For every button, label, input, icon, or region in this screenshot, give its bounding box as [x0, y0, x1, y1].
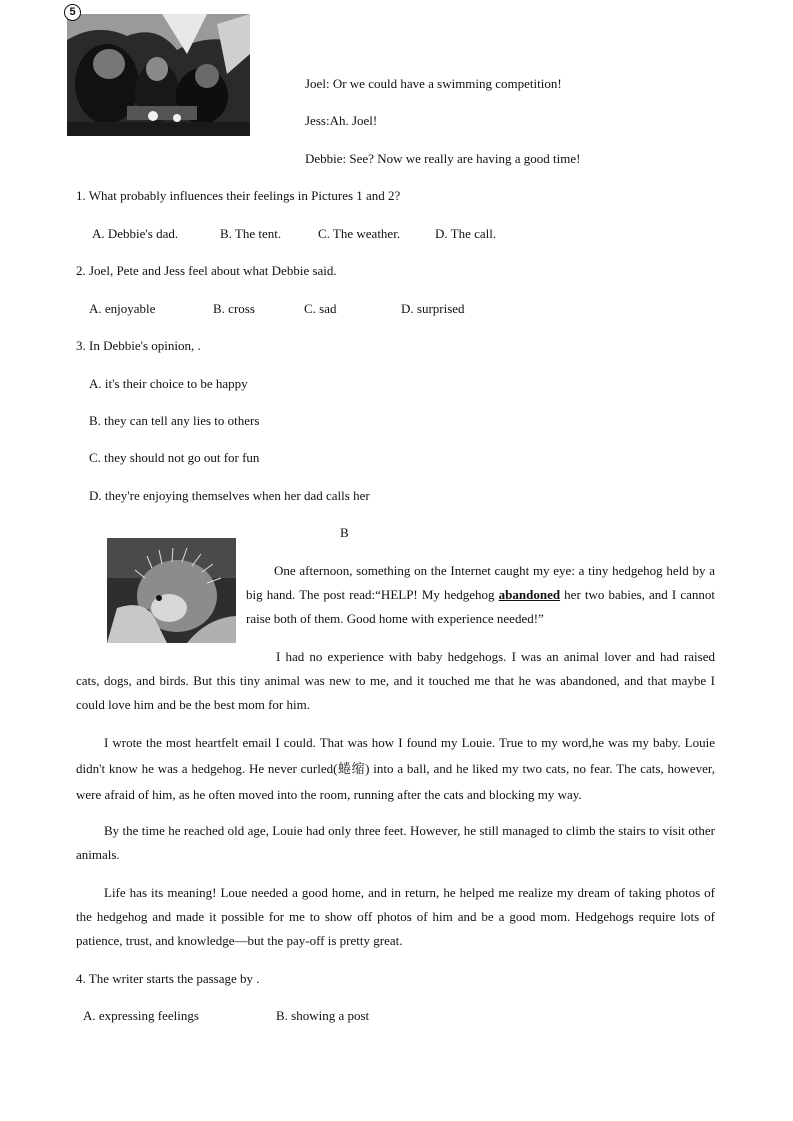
dialogue-text: See? Now we really are having a good time! — [346, 151, 581, 166]
dialogue-line-joel — [305, 76, 562, 92]
question-2-option-b[interactable]: B. cross — [213, 301, 255, 316]
speaker-name: Jess: — [305, 113, 330, 128]
passage-paragraph-2: I had no experience with baby hedgehogs. I was an animal lover and had raised cats, dogs, and birds. But this tiny animal was new to me, and it touched me that he was abandoned, and that maybe I could love him and be the best mom for him. — [76, 649, 715, 712]
passage-paragraph-1 — [246, 559, 715, 631]
question-3-stem: 3. In Debbie's opinion, . — [76, 338, 201, 353]
passage-paragraph-4: By the time he reached old age, Louie had only three feet. However, he still managed to climb the stairs to visit other animals. — [76, 823, 715, 862]
question-2-option-c[interactable]: C. sad — [304, 301, 337, 316]
question-1-option-d[interactable]: D. The call. — [435, 226, 497, 241]
question-3-option-c[interactable]: C. they should not go out for fun — [89, 450, 260, 465]
question-1-stem: 1. What probably influences their feelings in Pictures 1 and 2? — [76, 188, 401, 203]
dialogue-line-debbie — [305, 151, 580, 167]
question-2-option-a[interactable]: A. enjoyable — [89, 301, 156, 316]
highlighted-word: abandoned — [498, 587, 561, 602]
question-1-option-c[interactable]: C. The weather. — [318, 226, 401, 241]
paragraph-1-end: her two babies, and I cannot raise both of them. Good home with experience needed!” — [246, 587, 715, 626]
question-3-option-a[interactable]: A. it's their choice to be happy — [89, 376, 248, 391]
dialogue-line-jess — [305, 113, 377, 129]
question-1-option-a[interactable]: A. Debbie's dad. — [92, 226, 179, 241]
question-2-option-d[interactable]: D. surprised — [401, 301, 465, 316]
dialogue-text: Or we could have a swimming competition! — [329, 76, 562, 91]
question-3-option-d[interactable]: D. they're enjoying themselves when her dad calls her — [89, 488, 370, 503]
camping-photo-image — [67, 14, 250, 136]
question-3-option-b[interactable]: B. they can tell any lies to others — [89, 413, 260, 428]
paragraph-1-start: One afternoon, something on the Internet caught my eye: a tiny hedgehog held by a big hand. The post read:“HELP! My hedgehog — [246, 563, 715, 602]
question-4-option-a[interactable]: A. expressing feelings — [83, 1008, 199, 1023]
section-b-heading: B — [340, 525, 349, 540]
dialogue-text: Ah. Joel! — [329, 113, 378, 128]
speaker-name: Debbie: — [305, 151, 347, 166]
speaker-name: Joel: — [305, 76, 330, 91]
question-1-option-b[interactable]: B. The tent. — [220, 226, 282, 241]
hedgehog-photo-image — [107, 538, 236, 643]
passage-paragraph-3: I wrote the most heartfelt email I could. That was how I found my Louie. True to my word,he was my baby. Louie didn't know he was a hedgehog. He never curled(蜷缩) into a ball, and he liked my two cats, no fear. The cats, however, were afraid of him, as he often moved into the room, running after the cats and blocking my way. — [76, 735, 715, 802]
camping-photo — [67, 14, 250, 136]
hedgehog-photo — [107, 538, 236, 643]
picture-number-badge: 5 — [64, 4, 81, 21]
question-2-stem: 2. Joel, Pete and Jess feel about what Debbie said. — [76, 263, 337, 278]
passage-paragraph-5: Life has its meaning! Loue needed a good home, and in return, he helped me realize my dream of taking photos of the hedgehog and made it possible for me to show off photos of him and be a good mom. Hedgehogs require lots of patience, trust, and knowledge—but the pay-off is pretty great. — [76, 885, 715, 948]
question-4-stem: 4. The writer starts the passage by . — [76, 971, 260, 986]
question-4-option-b[interactable]: B. showing a post — [276, 1008, 370, 1023]
